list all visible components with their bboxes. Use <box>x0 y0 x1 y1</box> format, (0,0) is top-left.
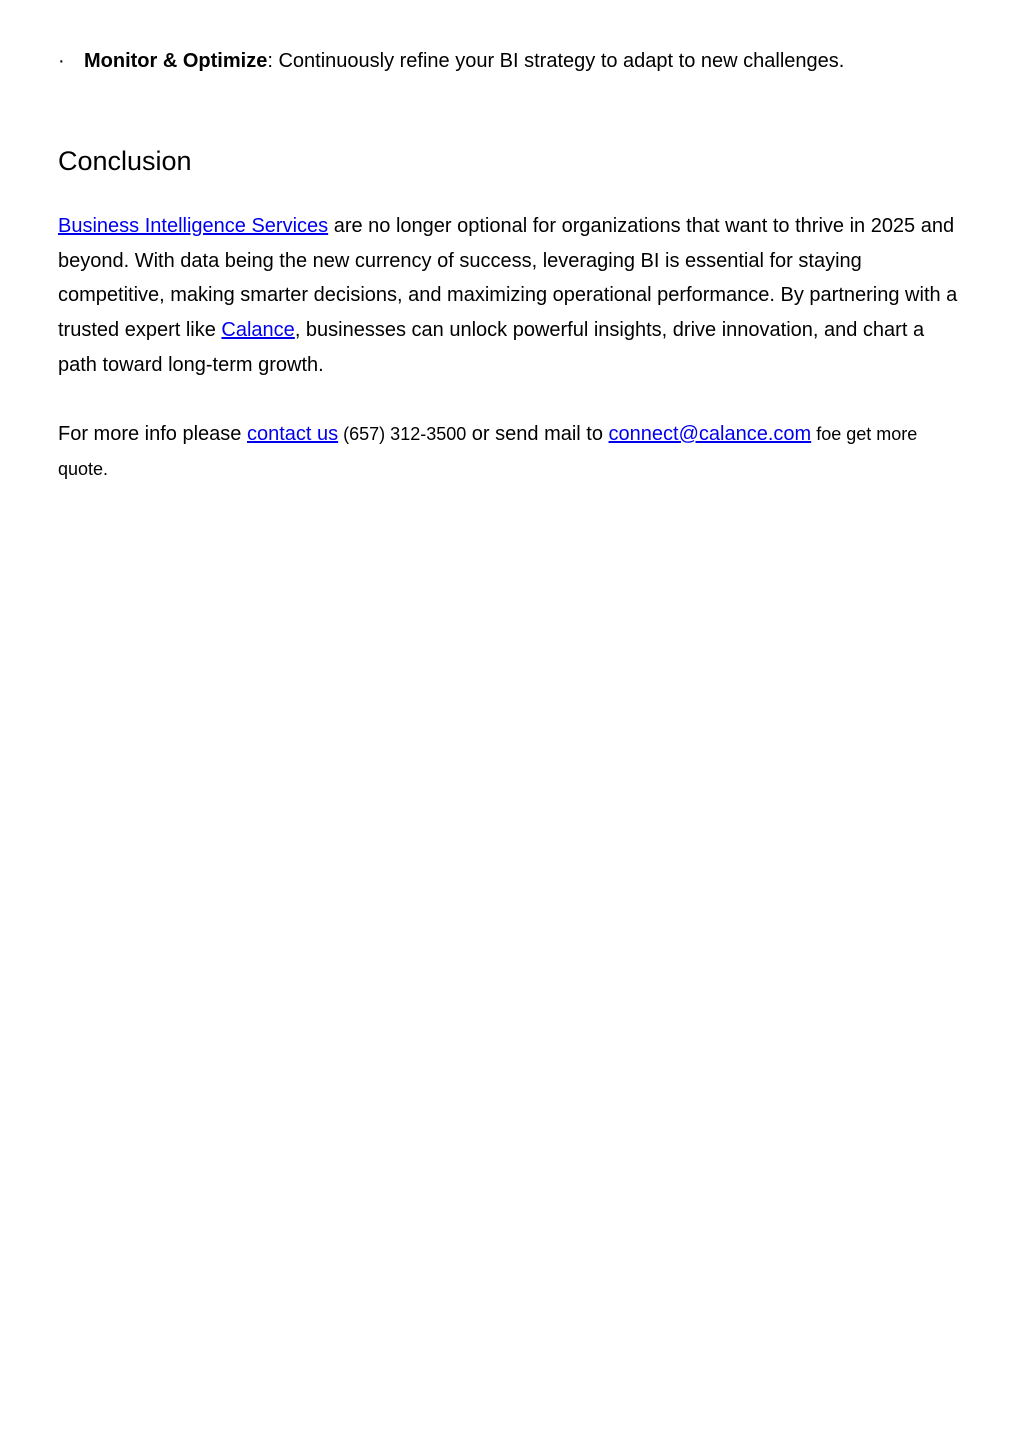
conclusion-heading: Conclusion <box>58 146 192 176</box>
bullet-item-monitor-optimize <box>58 48 958 74</box>
conclusion-text-1: are no longer optional for organizations that want to thrive in 2025 and beyond. With data being the new currency of success, leveraging BI is essential for staying competitive, making smarter decisions, and maximizing operational performance. By partnering with a trusted expert like <box>58 215 958 342</box>
business-intelligence-services-link[interactable]: Business Intelligence Services <box>58 215 329 237</box>
contact-text-1: For more info please <box>58 423 247 445</box>
conclusion-text-2: , businesses can unlock powerful insights, drive innovation, and chart a path toward long-term growth. <box>58 319 925 376</box>
contact-us-link[interactable]: contact us <box>246 423 339 445</box>
email-link[interactable]: connect@calance.com <box>608 423 812 445</box>
phone-number: (657) 312-3500 <box>338 424 467 444</box>
calance-link[interactable]: Calance <box>221 319 295 342</box>
contact-text-3: foe get more quote. <box>58 424 918 479</box>
bullet-marker: · <box>58 50 65 72</box>
bullet-label: Monitor & Optimize <box>84 50 268 72</box>
bullet-text: : Continuously refine your BI strategy to adapt to new challenges. <box>267 50 845 72</box>
conclusion-paragraph <box>58 209 958 383</box>
contact-paragraph <box>58 417 958 486</box>
contact-text-2: or send mail to <box>466 423 609 445</box>
